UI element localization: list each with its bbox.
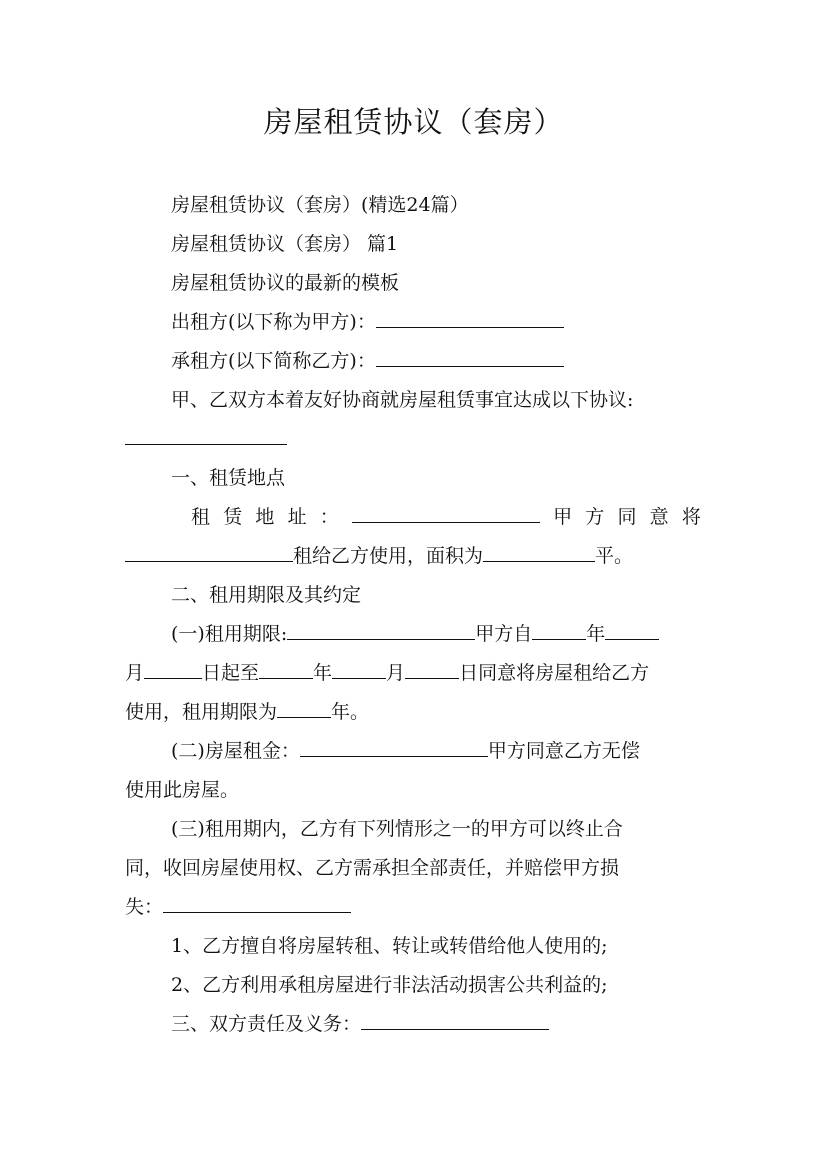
area-text: 租给乙方使用，面积为 [293, 545, 484, 567]
termination-clause: (三)租用期内，乙方有下列情形之一的甲方可以终止合 [171, 818, 623, 840]
lessee-blank [376, 346, 564, 367]
loss-label: 失： [125, 896, 164, 918]
lease-term-blank [287, 619, 475, 640]
lessee-label: 承租方(以下简称乙方)： [171, 350, 376, 372]
year-label: 年 [313, 662, 333, 684]
rent-line [125, 736, 701, 766]
year-label: 年 [586, 623, 606, 645]
area-unit: 平。 [595, 545, 634, 567]
section-1-heading: 一、租赁地点 [171, 467, 286, 489]
loss-blank [163, 892, 351, 913]
termination-loss-line [125, 892, 701, 922]
month-label: 月 [125, 662, 145, 684]
lease-duration-text: 使用，租用期限为 [125, 701, 278, 723]
rent-line-end: 使用此房屋。 [125, 779, 240, 801]
consent-char: 甲 [553, 506, 573, 528]
end-year-blank [259, 658, 313, 679]
start-day-blank [144, 658, 202, 679]
section-2-heading: 二、租用期限及其约定 [171, 584, 362, 606]
lessor-label: 出租方(以下称为甲方)： [171, 311, 376, 333]
end-day-blank [405, 658, 459, 679]
address-label-char: 地 [255, 506, 275, 528]
premises-blank [125, 541, 293, 562]
start-year-blank [532, 619, 586, 640]
paragraph-template-heading: 房屋租赁协议的最新的模板 [171, 272, 400, 294]
address-blank [352, 502, 540, 523]
section-3-heading [125, 1009, 701, 1039]
section-3-label: 三、双方责任及义务： [171, 1013, 362, 1035]
rent-label: (二)房屋租金： [171, 740, 300, 762]
lessee-line [125, 346, 701, 376]
end-month-blank [332, 658, 386, 679]
lease-term-label: (一)租用期限: [171, 623, 288, 645]
year-unit: 年。 [331, 701, 370, 723]
lessor-line [125, 307, 701, 337]
address-label-char: 赁 [223, 506, 243, 528]
start-month-blank [605, 619, 659, 640]
termination-item-1: 1、乙方擅自将房屋转租、转让或转借给他人使用的; [171, 935, 608, 957]
address-line [125, 502, 701, 532]
lease-term-line [125, 619, 701, 649]
duties-blank [361, 1009, 549, 1030]
address-label-char: 址 [287, 506, 307, 528]
agreement-intro: 甲、乙双方本着友好协商就房屋租赁事宜达成以下协议: [171, 389, 634, 411]
document-title: 房屋租赁协议（套房） [263, 105, 564, 139]
until-text: 日起至 [202, 662, 260, 684]
lease-dates-line [125, 658, 701, 688]
termination-item-2: 2、乙方利用承租房屋进行非法活动损害公共利益的; [171, 974, 608, 996]
lease-consent-text: 日同意将房屋租给乙方 [459, 662, 650, 684]
lease-start-text: 甲方自 [475, 623, 533, 645]
area-line [125, 541, 701, 571]
lease-duration-line [125, 697, 701, 727]
consent-char: 将 [681, 506, 701, 528]
rent-blank [300, 736, 488, 757]
lessor-blank [376, 307, 564, 328]
intro-blank [125, 424, 287, 445]
consent-char: 意 [649, 506, 669, 528]
agreement-intro-blank-line [125, 424, 701, 454]
area-blank [483, 541, 595, 562]
consent-char: 方 [585, 506, 605, 528]
paragraph-article-heading: 房屋租赁协议（套房） 篇1 [171, 233, 399, 255]
termination-clause-cont: 同，收回房屋使用权、乙方需承担全部责任，并赔偿甲方损 [125, 857, 620, 879]
duration-blank [277, 697, 331, 718]
paragraph-collection-title: 房屋租赁协议（套房）(精选24篇） [171, 194, 469, 216]
address-label-char: ： [319, 506, 339, 528]
consent-char: 同 [617, 506, 637, 528]
month-label: 月 [386, 662, 406, 684]
rent-free-text: 甲方同意乙方无偿 [487, 740, 640, 762]
address-label-char: 租 [191, 506, 211, 528]
